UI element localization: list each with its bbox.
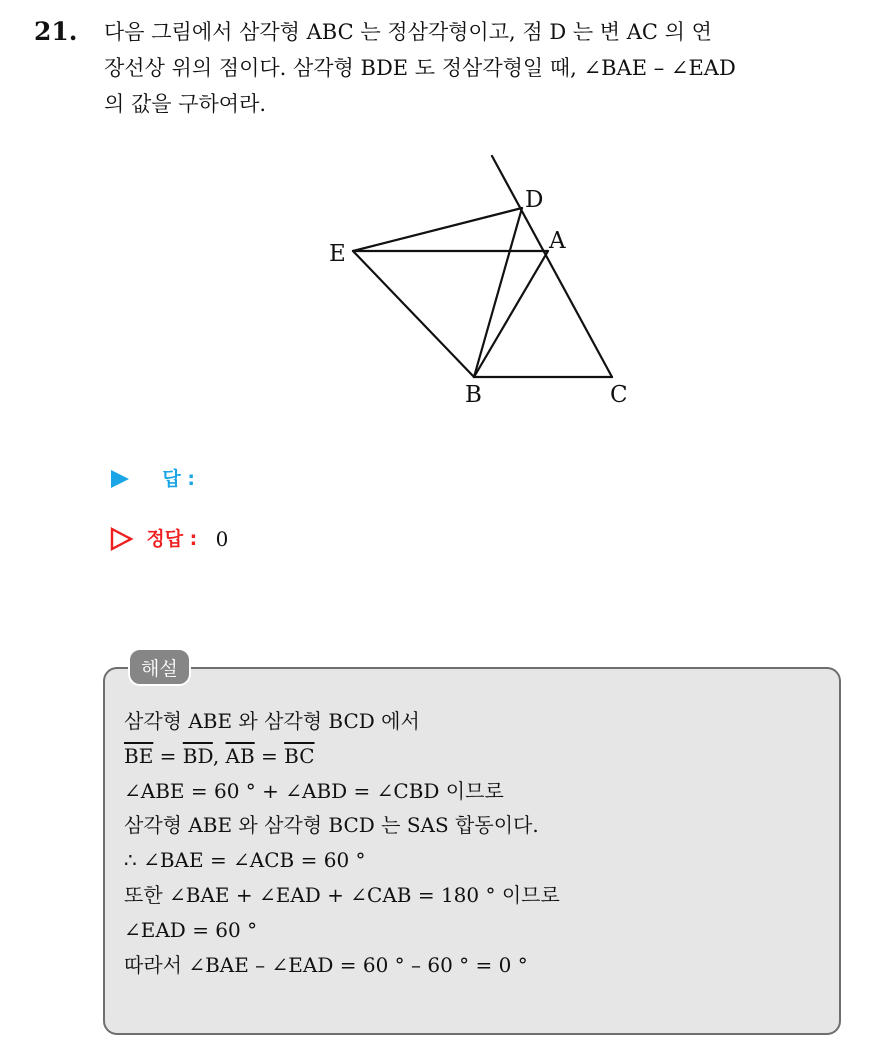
solution-line-8: 따라서 ∠BAE – ∠EAD = 60 ° – 60 ° = 0 ° xyxy=(124,952,528,977)
line-ray-through-c-a-d xyxy=(492,156,612,377)
solution-line-1: 삼각형 ABE 와 삼각형 BCD 에서 xyxy=(124,709,420,733)
solution-line-7: ∠EAD = 60 ° xyxy=(124,917,258,942)
correct-answer-row xyxy=(110,522,228,554)
segment-bd: $\overline{BD}$ xyxy=(182,743,213,768)
outline-triangle-icon xyxy=(110,527,134,551)
solution-line-6: 또한 ∠BAE + ∠EAD + ∠CAB = 180 ° 이므로 xyxy=(124,882,560,907)
label-d: D xyxy=(525,187,544,213)
label-a: A xyxy=(549,228,566,254)
segment-a-b xyxy=(474,251,548,377)
geometry-figure xyxy=(322,150,642,410)
label-c: C xyxy=(610,382,628,408)
solution-line-3: ∠ABE = 60 ° + ∠ABD = ∠CBD 이므로 xyxy=(124,778,504,803)
solution-line-4: 삼각형 ABE 와 삼각형 BCD 는 SAS 합동이다. xyxy=(124,813,539,838)
label-e: E xyxy=(329,241,346,267)
segment-e-b xyxy=(353,251,474,377)
question-text xyxy=(104,14,864,122)
correct-answer-value: 0 xyxy=(215,526,229,551)
segment-be: $\overline{BE}$ xyxy=(124,743,154,768)
segment-bc: $\overline{BC}$ xyxy=(284,743,315,768)
segment-b-d xyxy=(474,208,522,377)
question-line-1: 다음 그림에서 삼각형 ABC 는 정삼각형이고, 점 D 는 변 AC 의 연 xyxy=(104,20,712,44)
comma: , xyxy=(212,743,226,768)
segment-ab: $\overline{AB}$ xyxy=(225,743,255,768)
filled-triangle-icon xyxy=(110,469,130,489)
label-b: B xyxy=(465,382,482,408)
segment-e-d xyxy=(353,208,522,251)
triangle-diagram xyxy=(322,150,642,410)
solution-text xyxy=(124,704,824,982)
solution-tag: 해설 xyxy=(128,648,191,686)
question-number: 21. xyxy=(34,17,78,46)
answer-label: 답 : xyxy=(162,467,195,490)
question-line-3: 의 값을 구하여라. xyxy=(104,92,267,116)
equals-1: = xyxy=(153,743,183,768)
solution-line-5: ∴ ∠BAE = ∠ACB = 60 ° xyxy=(124,848,366,873)
equals-2: = xyxy=(254,743,285,768)
question-line-2: 장선상 위의 점이다. 삼각형 BDE 도 정삼각형일 때, ∠BAE – ∠EAD xyxy=(104,56,736,80)
correct-answer-label: 정답 : xyxy=(146,527,198,550)
solution-line-2 xyxy=(124,739,824,774)
answer-row xyxy=(110,462,207,494)
